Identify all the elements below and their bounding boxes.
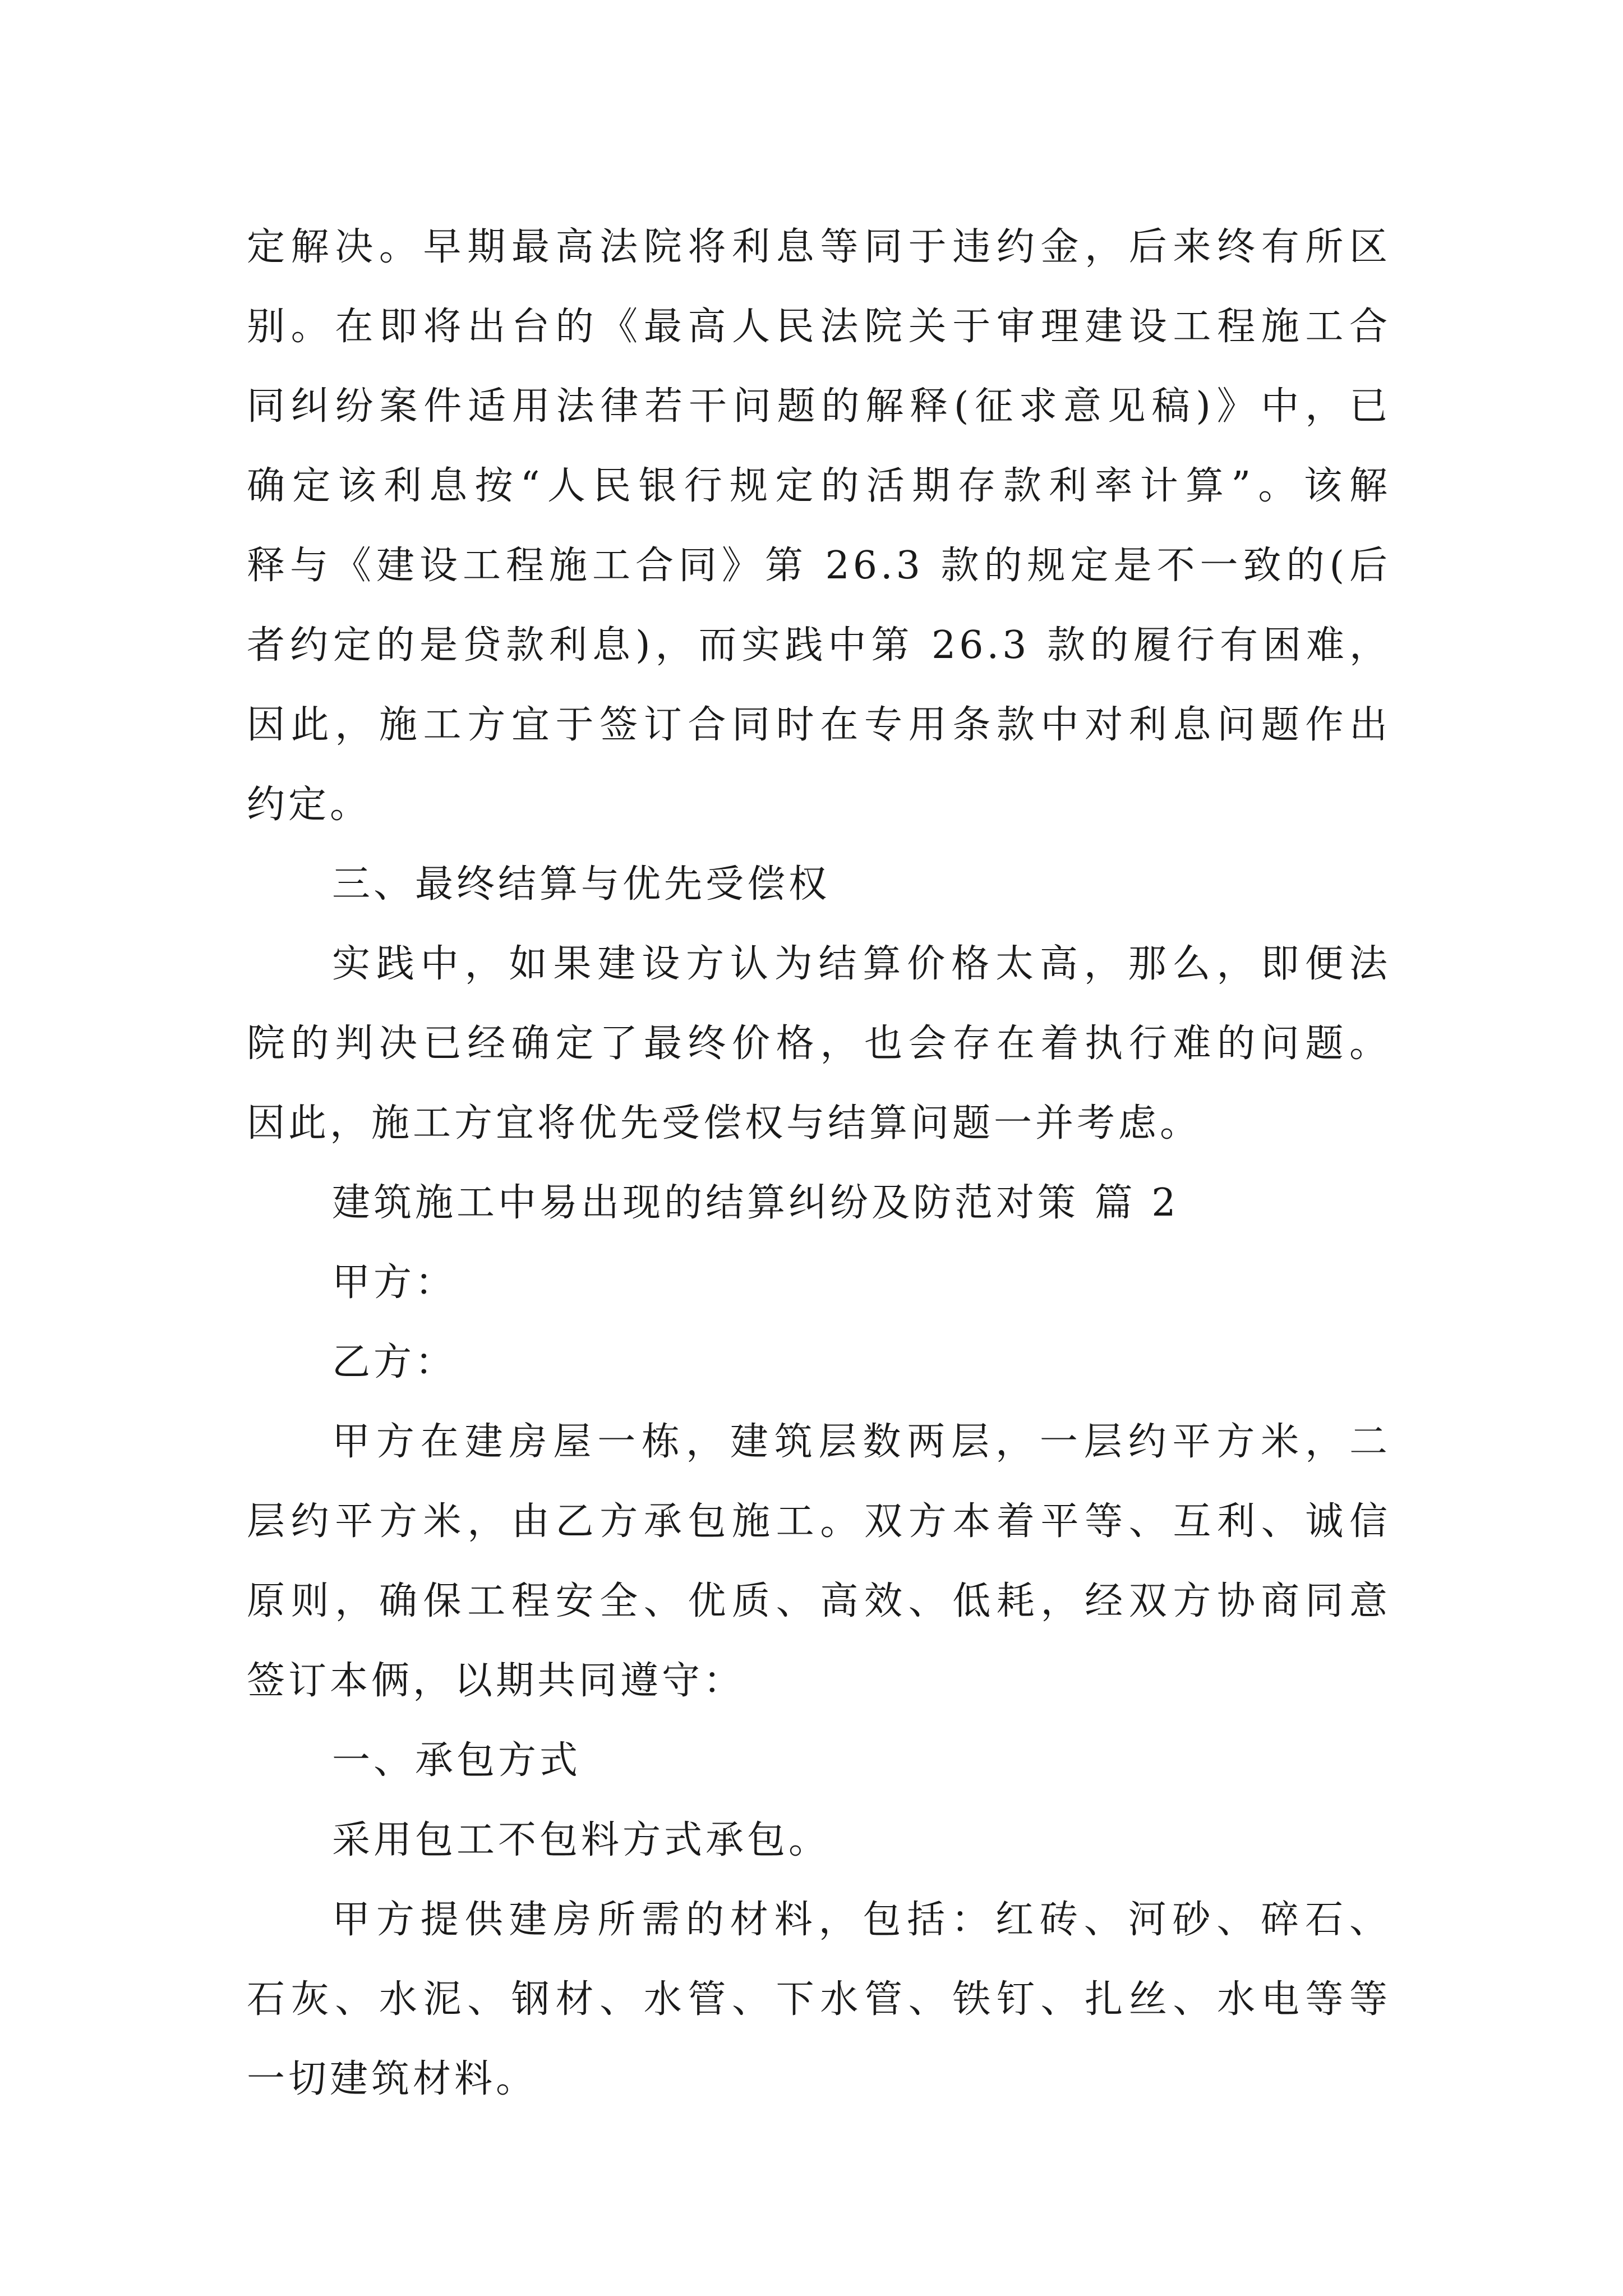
text-line: 定解决。早期最高法院将利息等同于违约金，后来终有所区 [247,225,1391,269]
text-line: 采用包工不包料方式承包。 [332,1818,831,1862]
text-line: 同纠纷案件适用法律若干问题的解释(征求意见稿)》中，已 [247,384,1391,429]
text-line: 签订本俩，以期共同遵守： [247,1659,745,1703]
text-line: 石灰、水泥、钢材、水管、下水管、铁钉、扎丝、水电等等 [247,1977,1391,2022]
text-line: 原则，确保工程安全、优质、高效、低耗，经双方协商同意 [247,1579,1391,1623]
text-line: 者约定的是贷款利息)，而实践中第 26.3 款的履行有困难， [247,623,1391,668]
text-line: 实践中，如果建设方认为结算价格太高，那么，即便法 [332,942,1391,986]
text-line: 甲方提供建房所需的材料，包括：红砖、河砂、碎石、 [332,1898,1391,1942]
text-line: 别。在即将出台的《最高人民法院关于审理建设工程施工合 [247,305,1391,349]
text-line: 因此，施工方宜于签订合同时在专用条款中对利息问题作出 [247,703,1391,747]
section-heading: 一、承包方式 [332,1738,582,1783]
text-line: 因此，施工方宜将优先受偿权与结算问题一并考虑。 [247,1101,1202,1145]
document-title: 建筑施工中易出现的结算纠纷及防范对策 篇 2 [332,1181,1179,1225]
party-a-label: 甲方： [332,1260,457,1305]
text-line: 确定该利息按“人民银行规定的活期存款利率计算”。该解 [247,464,1391,508]
text-line: 一切建筑材料。 [247,2057,538,2101]
text-line: 释与《建设工程施工合同》第 26.3 款的规定是不一致的(后 [247,544,1391,588]
text-line: 院的判决已经确定了最终价格，也会存在着执行难的问题。 [247,1022,1391,1066]
party-b-label: 乙方： [332,1340,457,1384]
text-line: 约定。 [247,783,372,827]
text-line: 甲方在建房屋一栋，建筑层数两层，一层约平方米，二 [332,1420,1391,1464]
section-heading: 三、最终结算与优先受偿权 [332,862,831,907]
document-body [247,208,1391,2119]
text-line: 层约平方米，由乙方承包施工。双方本着平等、互利、诚信 [247,1499,1391,1544]
